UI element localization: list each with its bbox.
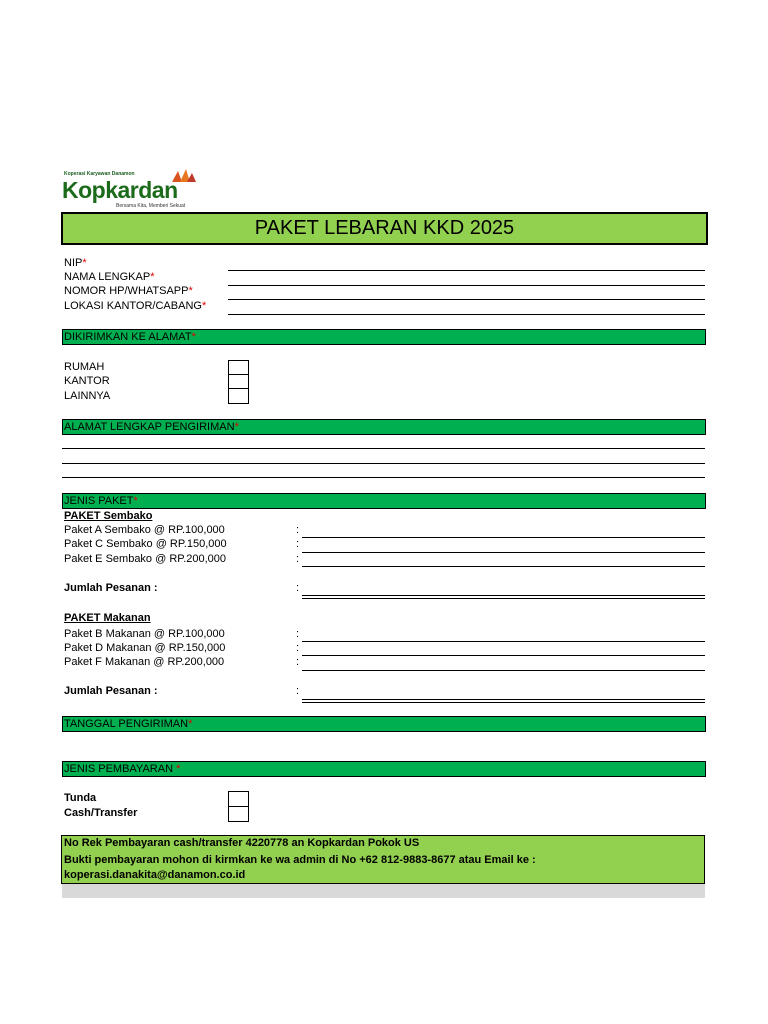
colon: : [296,582,300,594]
extra-field[interactable] [228,314,705,315]
section-pembayaran: JENIS PEMBAYARAN * [62,761,706,777]
makanan-b-field[interactable] [302,641,705,642]
section-jenis-paket: JENIS PAKET* [62,493,706,509]
section-tanggal: TANGGAL PENGIRIMAN* [62,716,706,732]
makanan-total-field[interactable] [302,699,705,703]
logo-name: Kopkardan [62,177,178,203]
sembako-c-field[interactable] [302,552,705,553]
colon: : [296,642,300,654]
nama-field[interactable] [228,270,705,271]
option-kantor: KANTOR [64,375,110,387]
sembako-item-a: Paket A Sembako @ RP.100,000 [64,524,225,536]
checkbox-lainnya[interactable] [228,388,249,404]
option-cash-transfer: Cash/Transfer [64,807,138,819]
nomor-field[interactable] [228,285,705,286]
sembako-e-field[interactable] [302,566,705,567]
footer-grey-bar [62,884,705,898]
colon: : [296,685,300,697]
colon: : [296,656,300,668]
payment-account-text: No Rek Pembayaran cash/transfer 4220778 an Kopkardan Pokok US [64,837,420,849]
colon: : [296,524,300,536]
checkbox-tunda[interactable] [228,791,249,807]
option-lainnya: LAINNYA [64,390,111,402]
option-rumah: RUMAH [64,361,105,373]
checkbox-cash-transfer[interactable] [228,806,249,822]
sembako-total-field[interactable] [302,595,705,599]
makanan-title: PAKET Makanan [64,612,151,624]
nama-label: NAMA LENGKAP* [64,271,155,283]
alamat-line-2[interactable] [62,463,705,464]
makanan-d-field[interactable] [302,655,705,656]
payment-info-box [61,835,705,884]
colon: : [296,538,300,550]
payment-email-text: koperasi.danakita@danamon.co.id [64,869,246,881]
sembako-title: PAKET Sembako [64,510,153,522]
makanan-item-b: Paket B Makanan @ RP.100,000 [64,628,225,640]
option-tunda: Tunda [64,792,97,804]
sembako-a-field[interactable] [302,537,705,538]
section-dikirimkan: DIKIRIMKAN KE ALAMAT* [62,329,706,345]
nomor-label: NOMOR HP/WHATSAPP* [64,285,193,297]
title-banner [61,212,708,245]
logo-top-text: Koperasi Karyawan Danamon [64,171,135,177]
logo-tagline: Bersama Kita, Memberi Sekuat [116,203,186,209]
makanan-item-f: Paket F Makanan @ RP.200,000 [64,656,225,668]
alamat-line-1[interactable] [62,448,705,449]
nip-label: NIP* [64,257,87,269]
lokasi-label: LOKASI KANTOR/CABANG* [64,300,207,312]
page-title: PAKET LEBARAN KKD 2025 [254,217,515,239]
lokasi-field[interactable] [228,299,705,300]
makanan-f-field[interactable] [302,670,705,671]
sembako-total-label: Jumlah Pesanan : [64,582,158,594]
logo [62,168,196,210]
colon: : [296,553,300,565]
makanan-item-d: Paket D Makanan @ RP.150,000 [64,642,226,654]
colon: : [296,628,300,640]
payment-proof-text: Bukti pembayaran mohon di kirmkan ke wa admin di No +62 812-9883-8677 atau Email ke : [64,854,536,866]
alamat-line-3[interactable] [62,477,705,478]
sembako-item-c: Paket C Sembako @ RP.150,000 [64,538,227,550]
makanan-total-label: Jumlah Pesanan : [64,685,158,697]
section-alamat-lengkap: ALAMAT LENGKAP PENGIRIMAN* [62,419,706,435]
sembako-item-e: Paket E Sembako @ RP.200,000 [64,553,227,565]
